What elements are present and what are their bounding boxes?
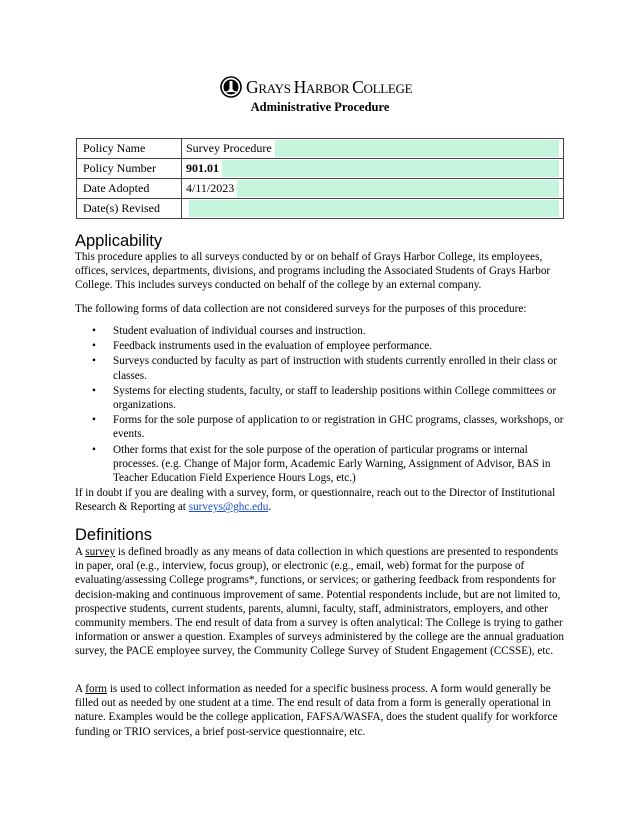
lighthouse-seal-icon [220, 76, 242, 98]
table-label: Date(s) Revised [77, 199, 182, 219]
list-item: • Feedback instruments used in the evaluation of employee performance. [75, 339, 565, 353]
definitions-heading: Definitions [75, 526, 153, 544]
table-row [77, 159, 564, 179]
policy-info-table [76, 138, 564, 219]
form-definition: A form is used to collect information as needed for a specific business process. A form would generally be filled out as needed by one student at a time. The end result of data from a form is generally operational in nature. Examples would be the college application, FAFSA/WASFA, does the student qualify for workforce funding or TRIO services, a brief post-service questionnaire, etc. [75, 683, 558, 738]
exclusions-intro: The following forms of data collection are not considered surveys for the purposes of this procedure: [75, 303, 527, 315]
table-value [182, 139, 564, 159]
table-row [77, 139, 564, 159]
table-value [182, 179, 564, 199]
page-title: Administrative Procedure [250, 100, 390, 114]
exclusions-list [75, 324, 565, 486]
table-label: Policy Name [77, 139, 182, 159]
list-item: • Student evaluation of individual courses and instruction. [75, 324, 565, 338]
table-row [77, 199, 564, 219]
date-adopted-value: 4/11/2023 [186, 180, 237, 197]
table-label: Date Adopted [77, 179, 182, 199]
college-logo [220, 74, 420, 100]
list-item: • Systems for electing students, faculty, or staff to leadership positions within College committees or organizations. [75, 384, 565, 412]
form-term: form [85, 683, 108, 695]
survey-term: survey [85, 546, 116, 558]
table-label: Policy Number [77, 159, 182, 179]
list-item: • Surveys conducted by faculty as part of instruction with students currently enrolled in their class or classes. [75, 354, 565, 382]
logo-wordmark: GRAYS HARBOR COLLEGE [246, 76, 413, 97]
list-item: • Forms for the sole purpose of application to or registration in GHC programs, classes, workshops, or events. [75, 413, 565, 441]
policy-name-value: Survey Procedure [186, 140, 275, 157]
policy-number-value: 901.01 [186, 160, 222, 177]
contact-paragraph: If in doubt if you are dealing with a survey, form, or questionnaire, reach out to the Director of Institutional Research & Reporting at surveys@ghc.edu. [75, 487, 556, 514]
table-row [77, 179, 564, 199]
applicability-paragraph: This procedure applies to all surveys conducted by or on behalf of Grays Harbor College, its employees, offices, services, departments, divisions, and programs including the Associated Students of Grays Harbor College. This includes surveys conducted on behalf of the college by an external company. [75, 251, 551, 292]
applicability-heading: Applicability [75, 232, 163, 250]
email-link[interactable]: surveys@ghc.edu [188, 501, 269, 514]
list-item: • Other forms that exist for the sole purpose of the operation of particular programs or internal processes. (e.g. Change of Major form, Academic Early Warning, Assignment of Advisor, BAS in Teacher Education Field Experience Hours Logs, etc.) [75, 443, 565, 486]
table-value [182, 159, 564, 179]
table-value [182, 199, 564, 219]
survey-definition: A survey is defined broadly as any means of data collection in which questions are presented to respondents in paper, oral (e.g., interview, focus group), or electronic (e.g., email, web) format for the purpose of evaluating/assessing College programs*, functions, or services; or gathering feedback from respondents for decision-making and continuous improvement of same. Potential respondents include, but are not limited to, prospective students, current students, parents, alumni, faculty, staff, administrators, employers, and other community members. The end result of data from a survey is often analytical: The College is trying to gather information or answer a question. Examples of surveys administered by the college are the annual graduation survey, the PACE employee survey, the Community College Survey of Student Engagement (CCSSE), etc. [75, 546, 564, 658]
